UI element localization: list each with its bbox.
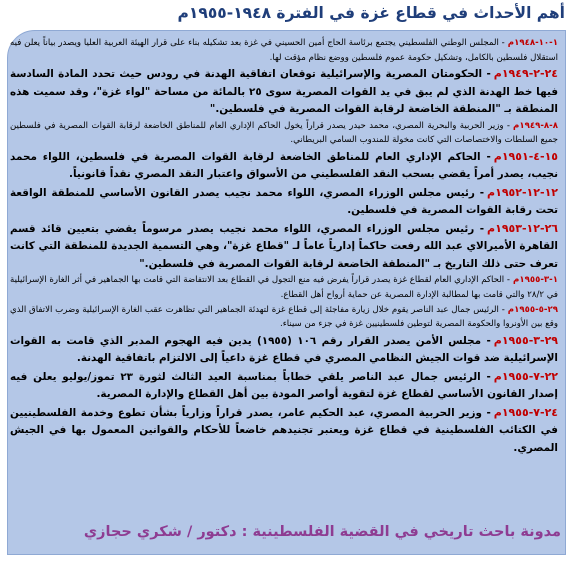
event-text: - الرئيس جمال عبد الناصر يلقي خطاباً بمناسبة العيد الثالث لثورة ٢٣ تموز/يوليو يعلن فيه إصدار القانون الأساسي لقطاع غزة لتقوية أواصر المودة بين أهل القطاع والإدارة المصرية. — [10, 370, 558, 401]
event-date: ١-١٠-١٩٤٨م — [507, 38, 558, 48]
event-text: - المجلس الوطني الفلسطيني يجتمع برئاسة الحاج أمين الحسيني في غزة بعد تشكيله بناء على قرار الهيئة العربية العليا ويصدر بياناً يعلن فيه استقلال فلسطين بالكامل، وتشكيل حكومة عموم فلسطين ووضع نظام مؤقت لها. — [10, 38, 558, 63]
event-text: - مجلس الأمن يصدر القرار رقم ١٠٦ (١٩٥٥) يدين فيه الهجوم المدبر الذي قامت به القوات الإسرائيلية ضد قوات الجيش النظامي المصري في قطاع غزة داعياً إلى الالتزام باتفاقية الهدنة. — [10, 334, 558, 365]
event-item — [10, 220, 558, 274]
event-text: - رئيس مجلس الوزراء المصري، اللواء محمد نجيب يصدر مرسوماً يقضي بتعيين قائد قسم القاهرة الأميرالاي عبد الله رفعت حاكماً إدارياً عاماً لـ "قطاع غزة"، وهي التسمية الجديدة للمنطقة التي كانت تعرف حتى ذلك التاريخ بـ "المنطقة الخاضعة لرقابة القوات المصرية في فلسطين." — [10, 222, 558, 270]
event-text: - وزير الحربية والبحرية المصري، محمد حيدر يصدر قراراً يخول الحاكم الإداري العام للمناطق الخاضعة لرقابة القوات المصرية في فلسطين جميع السلطات والاختصاصات التي كانت مخولة للمندوب السامي البريطاني. — [10, 120, 558, 146]
event-text: - وزير الحربية المصري، عبد الحكيم عامر، يصدر قراراً وزارياً بشأن تطوع وخدمة الفلسطينيين في الكتائب الفلسطينية في قطاع غزة ويعتبر تجنيدهم خاضعاً للأحكام والقوانين المعمول بها في الجيش المصري. — [10, 406, 558, 454]
events-list — [10, 36, 558, 457]
event-item — [10, 184, 558, 220]
event-item — [10, 273, 558, 302]
event-text: - الحكومتان المصرية والإسرائيلية توقعان اتفاقية الهدنة في رودس حيث تحدد المادة السادسة فيها خط الهدنة الذي لم يبق في يد القوات المصرية سوى ٢٥ بالمائة من مساحة "لواء غزة"، وقد سميت هذه المنطقة بـ "المنطقة الخاضعة لرقابة القوات المصرية في فلسطين." — [10, 68, 558, 116]
event-item — [10, 148, 558, 184]
event-date: ٢٤-٧-١٩٥٥م — [493, 405, 558, 419]
event-date: ٢٦-١٢-١٩٥٣م — [487, 221, 558, 235]
event-item — [10, 303, 558, 332]
event-date: ٢٤-٢-١٩٤٩م — [493, 67, 558, 81]
event-text: - رئيس مجلس الوزراء المصري، اللواء محمد نجيب يصدر القانون الأساسي للمنطقة الواقعة تحت رقابة القوات المصرية في فلسطين. — [10, 186, 558, 217]
event-text: - الحاكم الإداري العام للمناطق الخاضعة لرقابة القوات المصرية في فلسطين، اللواء محمد نجيب، يصدر أمراً يقضي بسحب النقد الفلسطيني من الأسواق واعتبار النقد المصري نقداً قانونياً. — [10, 150, 558, 181]
event-date: ٢٩-٥-١٩٥٥م — [507, 304, 558, 315]
event-date: ١٥-٤-١٩٥١م — [493, 149, 558, 163]
event-item — [10, 368, 558, 404]
event-date: ٢٢-٧-١٩٥٥م — [493, 369, 559, 383]
event-item — [10, 36, 558, 65]
event-item — [10, 65, 558, 119]
event-date: ٨-٨-١٩٤٩م — [513, 120, 558, 131]
event-date: ١-٣-١٩٥٥م — [513, 275, 558, 286]
event-date: ١٢-١٢-١٩٥٢م — [487, 185, 558, 199]
event-item — [10, 119, 558, 148]
event-item — [10, 404, 558, 458]
event-date: ٢٩-٣-١٩٥٥م — [493, 333, 558, 347]
event-text: - الحاكم الإداري العام لقطاع غزة يصدر قراراً يفرض فيه منع التجول في القطاع بعد الانتفاضة التي قامت بها الجماهير في أثر الغارة الإسرائيلية في ٢٨/٢ والتي قامت بها لمطالبة الإدارة المصرية عن حماية أرواح أهل القطاع. — [10, 275, 558, 300]
blog-signature: مدونة باحث تاريخي في القضية الفلسطينية : دكتور / شكري حجازي — [83, 524, 561, 540]
page-title: أهم الأحداث في قطاع غزة في الفترة ١٩٤٨-١٩٥٥م — [177, 4, 565, 22]
event-text: - الرئيس جمال عبد الناصر يقوم خلال زيارة مفاجئة إلى قطاع غزة لتهدئة الجماهير التي تظاهرت عقب الغارة الإسرائيلية وضرب الاتفاق الذي وقع بين الأونروا والحكومة المصرية لتوطين فلسطينيين غزة في جزء من سيناء. — [10, 304, 558, 330]
event-item — [10, 332, 558, 368]
